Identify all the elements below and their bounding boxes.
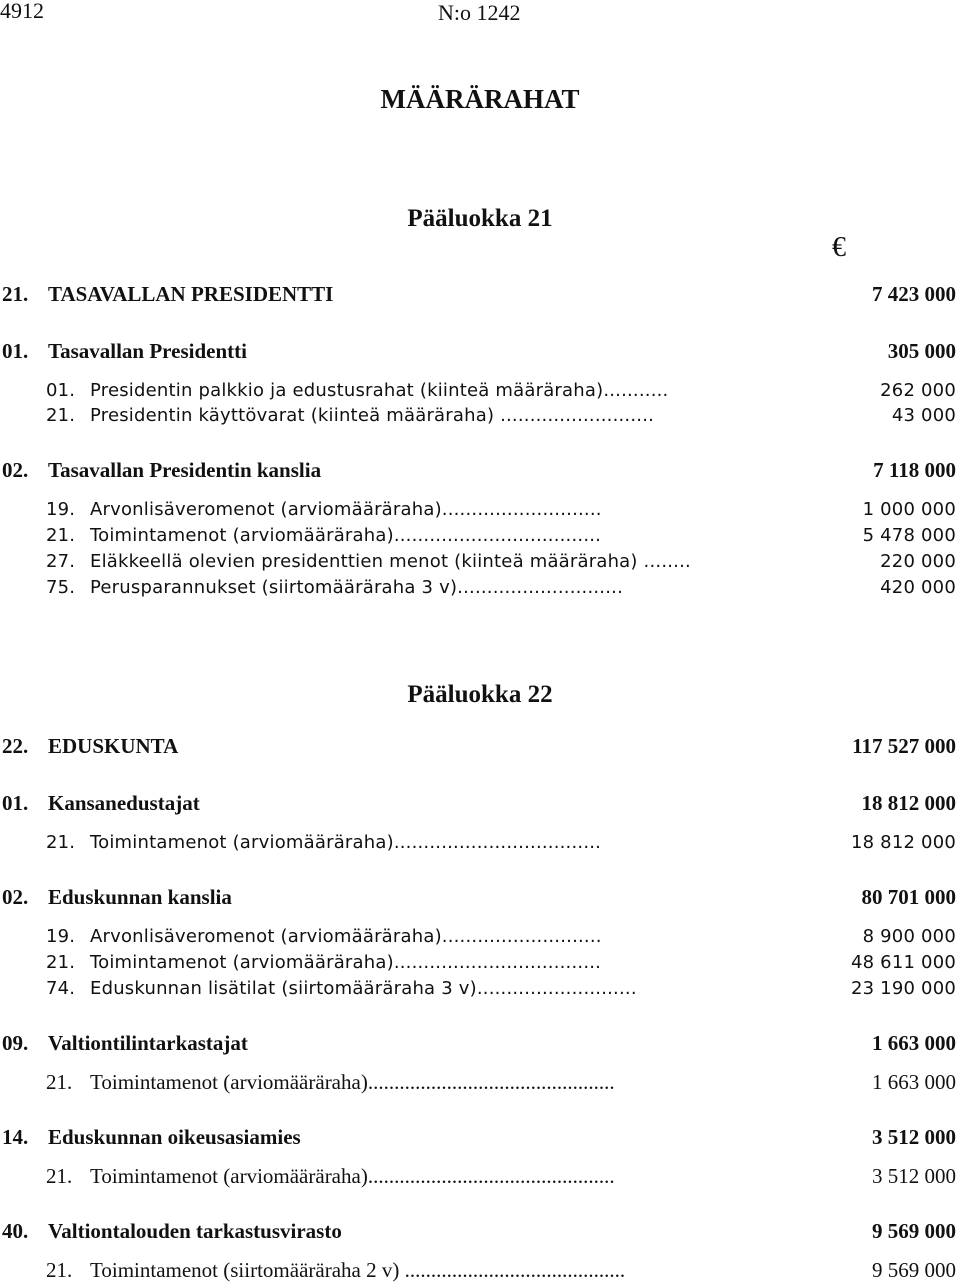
row-amount: 48 611 000 xyxy=(850,952,956,973)
row-number: 75. xyxy=(46,577,76,598)
class-title-22: Pääluokka 22 xyxy=(407,681,553,708)
row-label: Toimintamenot (arviomääräraha)............................................... xyxy=(90,1164,615,1188)
row-amount: 43 000 xyxy=(891,405,956,426)
row-label: Valtiontalouden tarkastusvirasto xyxy=(48,1219,342,1243)
row-label: Arvonlisäveromenot (arviomääräraha)........................... xyxy=(90,499,602,520)
row-number: 22. xyxy=(2,734,29,758)
row-number: 21. xyxy=(46,525,76,546)
row-number: 21. xyxy=(46,1164,73,1188)
main-class-row-22 xyxy=(0,734,960,762)
row-label: Toimintamenot (arviomääräraha)............................................... xyxy=(90,1070,615,1094)
row-amount: 262 000 xyxy=(880,380,956,401)
row-amount: 9 569 000 xyxy=(872,1219,956,1243)
row-number: 01. xyxy=(2,791,29,815)
group-row xyxy=(0,1125,960,1153)
row-label: Perusparannukset (siirtomääräraha 3 v)............................ xyxy=(90,577,623,598)
row-number: 21. xyxy=(46,832,76,853)
row-label: Toimintamenot (arviomääräraha)................................... xyxy=(90,832,602,853)
row-amount: 305 000 xyxy=(887,339,956,363)
main-class-row-21 xyxy=(0,282,960,310)
document-number: N:o 1242 xyxy=(438,0,521,25)
item-row xyxy=(0,1164,960,1192)
row-label: Kansanedustajat xyxy=(48,791,200,815)
group-row xyxy=(0,458,960,486)
row-amount: 7 423 000 xyxy=(872,282,956,306)
row-label: Eduskunnan lisätilat (siirtomääräraha 3 v)........................... xyxy=(90,978,637,999)
row-number: 74. xyxy=(46,978,76,999)
row-label: Valtiontilintarkastajat xyxy=(48,1031,248,1055)
group-row xyxy=(0,1219,960,1247)
row-amount: 5 478 000 xyxy=(862,525,956,546)
row-label: Presidentin palkkio ja edustusrahat (kiinteä määräraha)........... xyxy=(90,380,669,401)
item-row xyxy=(0,378,960,406)
row-amount: 220 000 xyxy=(880,551,956,572)
row-number: 40. xyxy=(2,1219,29,1243)
row-number: 19. xyxy=(46,499,76,520)
row-amount: 420 000 xyxy=(880,577,956,598)
row-amount: 23 190 000 xyxy=(850,978,956,999)
row-amount: 7 118 000 xyxy=(873,458,956,482)
row-number: 21. xyxy=(46,1070,73,1094)
page-number: 4912 xyxy=(0,0,44,23)
row-amount: 18 812 000 xyxy=(850,832,956,853)
item-row xyxy=(0,1070,960,1098)
row-label: Toimintamenot (arviomääräraha)................................... xyxy=(90,952,602,973)
item-row xyxy=(0,1258,960,1286)
row-label: Toimintamenot (arviomääräraha)................................... xyxy=(90,525,602,546)
row-label: Presidentin käyttövarat (kiinteä määräraha) .......................... xyxy=(90,405,655,426)
item-row xyxy=(0,549,960,577)
row-number: 01. xyxy=(2,339,29,363)
row-number: 19. xyxy=(46,926,76,947)
row-number: 02. xyxy=(2,885,29,909)
row-amount: 1 663 000 xyxy=(872,1031,956,1055)
row-label: EDUSKUNTA xyxy=(48,734,179,758)
row-label: Eduskunnan oikeusasiamies xyxy=(48,1125,301,1149)
item-row xyxy=(0,924,960,952)
item-row xyxy=(0,830,960,858)
row-number: 21. xyxy=(46,952,76,973)
row-number: 21. xyxy=(46,1258,73,1282)
row-label: TASAVALLAN PRESIDENTTI xyxy=(48,282,334,306)
item-row xyxy=(0,575,960,603)
row-label: Tasavallan Presidentti xyxy=(48,339,247,363)
group-row xyxy=(0,791,960,819)
class-title-21: Pääluokka 21 xyxy=(407,205,553,232)
row-label: Arvonlisäveromenot (arviomääräraha)........................... xyxy=(90,926,602,947)
row-amount: 117 527 000 xyxy=(852,734,956,758)
item-row xyxy=(0,523,960,551)
item-row xyxy=(0,497,960,525)
row-label: Toimintamenot (siirtomääräraha 2 v) .......................................... xyxy=(90,1258,626,1282)
row-amount: 1 000 000 xyxy=(862,499,956,520)
row-amount: 3 512 000 xyxy=(872,1164,956,1188)
row-amount: 3 512 000 xyxy=(872,1125,956,1149)
group-row xyxy=(0,1031,960,1059)
row-number: 27. xyxy=(46,551,76,572)
group-row xyxy=(0,885,960,913)
row-label: Eduskunnan kanslia xyxy=(48,885,232,909)
row-amount: 18 812 000 xyxy=(861,791,956,815)
row-number: 02. xyxy=(2,458,29,482)
row-amount: 9 569 000 xyxy=(872,1258,956,1282)
row-label: Eläkkeellä olevien presidenttien menot (kiinteä määräraha) ........ xyxy=(90,551,691,572)
group-row xyxy=(0,339,960,367)
row-number: 21. xyxy=(46,405,76,426)
item-row xyxy=(0,403,960,431)
row-label: Tasavallan Presidentin kanslia xyxy=(48,458,322,482)
row-amount: 1 663 000 xyxy=(872,1070,956,1094)
page-title: MÄÄRÄRAHAT xyxy=(380,84,580,114)
item-row xyxy=(0,976,960,1004)
item-row xyxy=(0,950,960,978)
currency-symbol: € xyxy=(832,232,846,263)
row-number: 01. xyxy=(46,380,76,401)
row-amount: 80 701 000 xyxy=(861,885,956,909)
row-number: 14. xyxy=(2,1125,29,1149)
row-number: 09. xyxy=(2,1031,29,1055)
row-amount: 8 900 000 xyxy=(862,926,956,947)
row-number: 21. xyxy=(2,282,29,306)
